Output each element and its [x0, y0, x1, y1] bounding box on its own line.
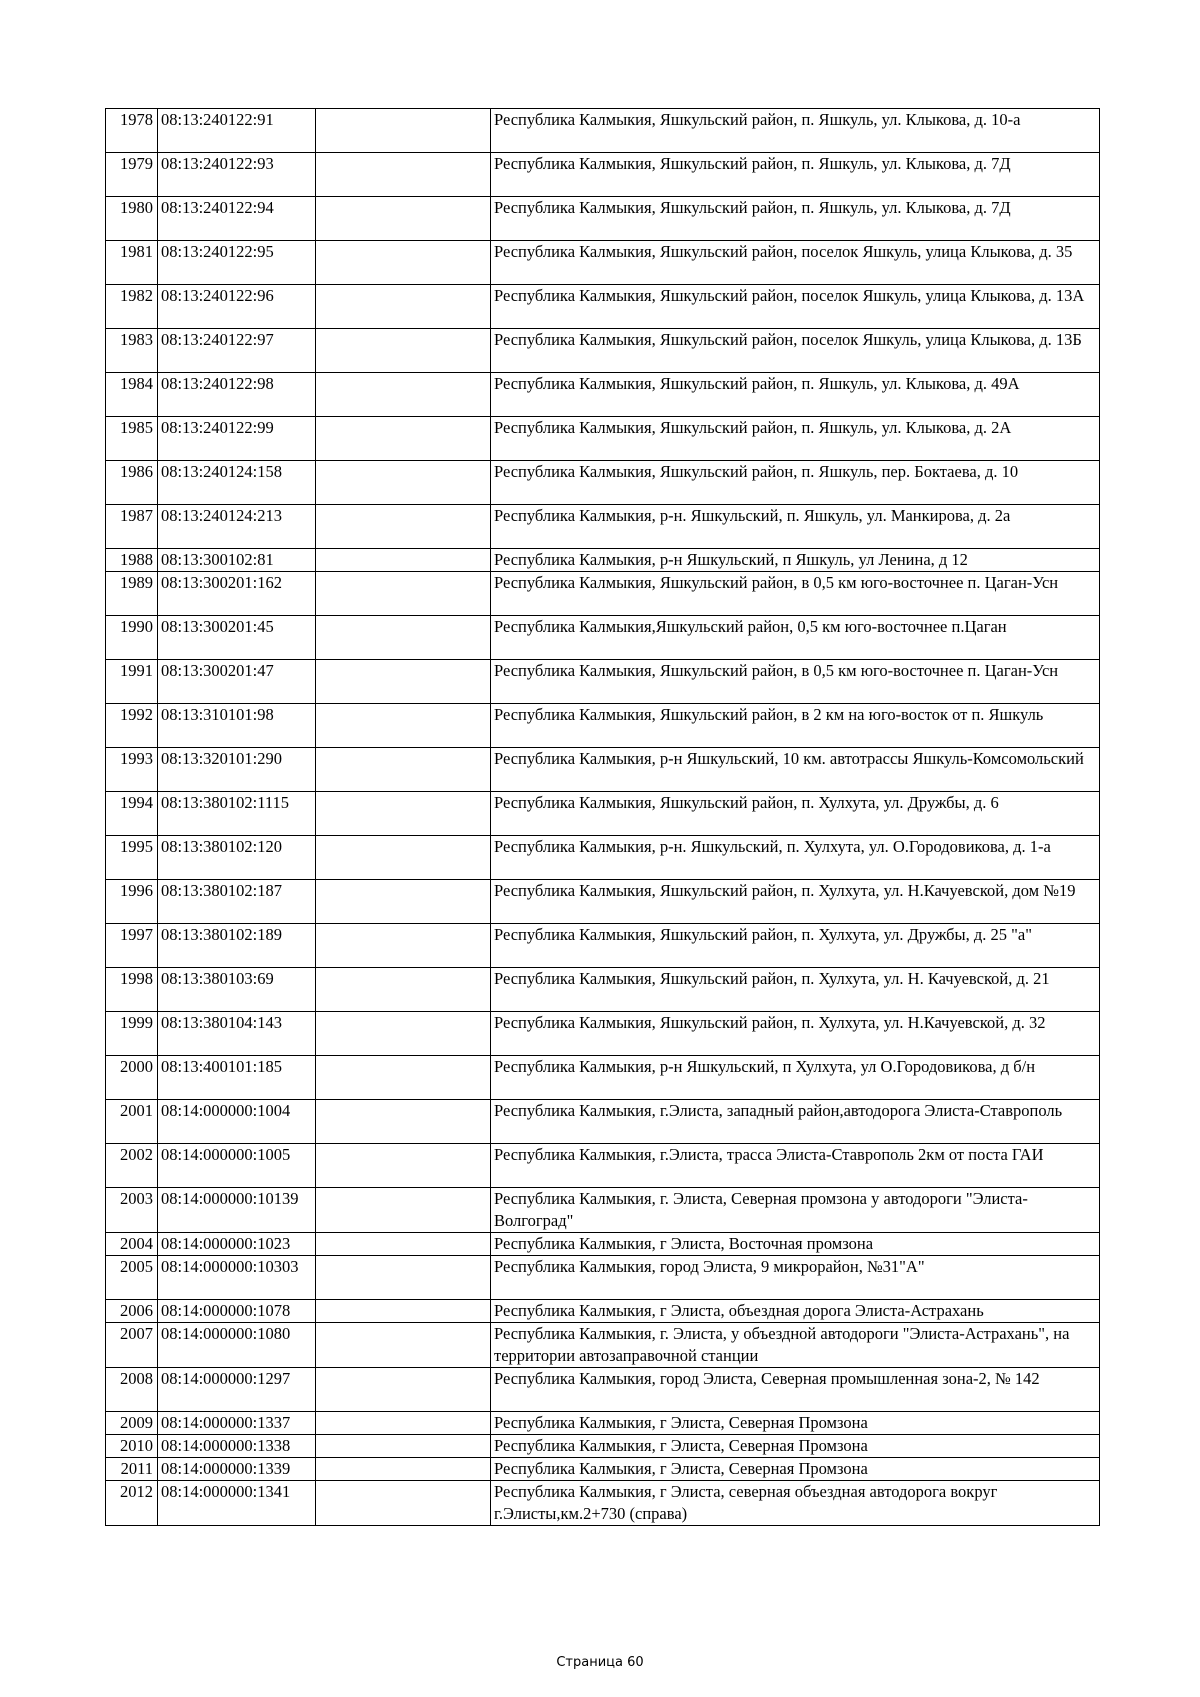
cadastral-number-cell: 08:13:240124:213	[158, 505, 316, 549]
empty-cell	[316, 748, 491, 792]
cadastral-number-cell: 08:14:000000:1004	[158, 1100, 316, 1144]
empty-cell	[316, 1233, 491, 1256]
cadastral-number-cell: 08:14:000000:1080	[158, 1323, 316, 1368]
cadastral-number-cell: 08:13:240124:158	[158, 461, 316, 505]
table-row	[106, 197, 1100, 241]
row-number-cell: 1980	[106, 197, 158, 241]
address-cell: Республика Калмыкия, Яшкульский район, поселок Яшкуль, улица Клыкова, д. 35	[491, 241, 1100, 285]
address-cell: Республика Калмыкия, г.Элиста, западный район,автодорога Элиста-Ставрополь	[491, 1100, 1100, 1144]
table-row	[106, 1300, 1100, 1323]
address-cell: Республика Калмыкия, р-н Яшкульский, п Хулхута, ул О.Городовикова, д б/н	[491, 1056, 1100, 1100]
table-row	[106, 704, 1100, 748]
row-number-cell: 1985	[106, 417, 158, 461]
cadastral-number-cell: 08:14:000000:10139	[158, 1188, 316, 1233]
address-cell: Республика Калмыкия, Яшкульский район, поселок Яшкуль, улица Клыкова, д. 13А	[491, 285, 1100, 329]
row-number-cell: 1990	[106, 616, 158, 660]
table-row	[106, 1368, 1100, 1412]
row-number-cell: 2006	[106, 1300, 158, 1323]
cadastral-number-cell: 08:14:000000:1297	[158, 1368, 316, 1412]
table-row	[106, 549, 1100, 572]
table-row	[106, 373, 1100, 417]
address-cell: Республика Калмыкия, Яшкульский район, п. Яшкуль, ул. Клыкова, д. 10-а	[491, 109, 1100, 153]
row-number-cell: 2009	[106, 1412, 158, 1435]
table-row	[106, 1458, 1100, 1481]
address-cell: Республика Калмыкия, Яшкульский район, п. Хулхута, ул. Дружбы, д. 25 "а"	[491, 924, 1100, 968]
address-cell: Республика Калмыкия, Яшкульский район, в 0,5 км юго-восточнее п. Цаган-Усн	[491, 572, 1100, 616]
address-cell: Республика Калмыкия, г. Элиста, у объездной автодороги "Элиста-Астрахань", на территории автозаправочной станции	[491, 1323, 1100, 1368]
address-cell: Республика Калмыкия, Яшкульский район, п. Хулхута, ул. Н.Качуевской, дом №19	[491, 880, 1100, 924]
empty-cell	[316, 1100, 491, 1144]
address-cell: Республика Калмыкия, Яшкульский район, п. Яшкуль, ул. Клыкова, д. 7Д	[491, 153, 1100, 197]
table-row	[106, 417, 1100, 461]
address-cell: Республика Калмыкия, Яшкульский район, п. Яшкуль, пер. Боктаева, д. 10	[491, 461, 1100, 505]
row-number-cell: 1987	[106, 505, 158, 549]
table-row	[106, 792, 1100, 836]
table-row	[106, 153, 1100, 197]
table-row	[106, 241, 1100, 285]
table-row	[106, 109, 1100, 153]
address-cell: Республика Калмыкия, Яшкульский район, в 2 км на юго-восток от п. Яшкуль	[491, 704, 1100, 748]
cadastral-number-cell: 08:13:240122:93	[158, 153, 316, 197]
empty-cell	[316, 1144, 491, 1188]
table-row	[106, 1188, 1100, 1233]
address-cell: Республика Калмыкия, р-н Яшкульский, п Яшкуль, ул Ленина, д 12	[491, 549, 1100, 572]
cadastral-number-cell: 08:13:380102:187	[158, 880, 316, 924]
address-cell: Республика Калмыкия, Яшкульский район, п. Яшкуль, ул. Клыкова, д. 2А	[491, 417, 1100, 461]
cadastral-number-cell: 08:13:380104:143	[158, 1012, 316, 1056]
row-number-cell: 2008	[106, 1368, 158, 1412]
address-cell: Республика Калмыкия, Яшкульский район, поселок Яшкуль, улица Клыкова, д. 13Б	[491, 329, 1100, 373]
table-row	[106, 748, 1100, 792]
address-cell: Республика Калмыкия, г Элиста, объездная дорога Элиста-Астрахань	[491, 1300, 1100, 1323]
row-number-cell: 1986	[106, 461, 158, 505]
empty-cell	[316, 461, 491, 505]
address-cell: Республика Калмыкия, г Элиста, Северная Промзона	[491, 1435, 1100, 1458]
cadastral-number-cell: 08:13:240122:95	[158, 241, 316, 285]
address-cell: Республика Калмыкия,Яшкульский район, 0,5 км юго-восточнее п.Цаган	[491, 616, 1100, 660]
table-row	[106, 572, 1100, 616]
table-row	[106, 1100, 1100, 1144]
empty-cell	[316, 197, 491, 241]
table-row	[106, 968, 1100, 1012]
empty-cell	[316, 1412, 491, 1435]
row-number-cell: 2001	[106, 1100, 158, 1144]
table-row	[106, 461, 1100, 505]
table-row	[106, 505, 1100, 549]
cadastral-number-cell: 08:13:300201:162	[158, 572, 316, 616]
row-number-cell: 1979	[106, 153, 158, 197]
row-number-cell: 1998	[106, 968, 158, 1012]
address-cell: Республика Калмыкия, г Элиста, Восточная промзона	[491, 1233, 1100, 1256]
cadastral-number-cell: 08:13:380102:189	[158, 924, 316, 968]
row-number-cell: 1991	[106, 660, 158, 704]
table-row	[106, 1056, 1100, 1100]
row-number-cell: 2011	[106, 1458, 158, 1481]
empty-cell	[316, 417, 491, 461]
cadastral-number-cell: 08:13:400101:185	[158, 1056, 316, 1100]
table-row	[106, 1233, 1100, 1256]
table-row	[106, 329, 1100, 373]
cadastral-number-cell: 08:13:240122:99	[158, 417, 316, 461]
table-row	[106, 1256, 1100, 1300]
empty-cell	[316, 1458, 491, 1481]
table-row	[106, 1481, 1100, 1526]
empty-cell	[316, 1481, 491, 1526]
cadastral-number-cell: 08:14:000000:1339	[158, 1458, 316, 1481]
empty-cell	[316, 505, 491, 549]
row-number-cell: 1981	[106, 241, 158, 285]
address-cell: Республика Калмыкия, Яшкульский район, п. Яшкуль, ул. Клыкова, д. 49А	[491, 373, 1100, 417]
empty-cell	[316, 153, 491, 197]
address-cell: Республика Калмыкия, город Элиста, Северная промышленная зона-2, № 142	[491, 1368, 1100, 1412]
table-row	[106, 1323, 1100, 1368]
table-row	[106, 616, 1100, 660]
empty-cell	[316, 836, 491, 880]
address-cell: Республика Калмыкия, г Элиста, северная объездная автодорога вокруг г.Элисты,км.2+730 (справа)	[491, 1481, 1100, 1526]
row-number-cell: 1994	[106, 792, 158, 836]
address-cell: Республика Калмыкия, Яшкульский район, п. Хулхута, ул. Дружбы, д. 6	[491, 792, 1100, 836]
row-number-cell: 1983	[106, 329, 158, 373]
empty-cell	[316, 924, 491, 968]
row-number-cell: 1988	[106, 549, 158, 572]
page-number: Страница 60	[556, 1655, 644, 1670]
empty-cell	[316, 329, 491, 373]
row-number-cell: 2003	[106, 1188, 158, 1233]
address-cell: Республика Калмыкия, город Элиста, 9 микрорайон, №31"А"	[491, 1256, 1100, 1300]
cadastral-number-cell: 08:13:240122:96	[158, 285, 316, 329]
row-number-cell: 1982	[106, 285, 158, 329]
empty-cell	[316, 704, 491, 748]
empty-cell	[316, 660, 491, 704]
empty-cell	[316, 549, 491, 572]
empty-cell	[316, 1188, 491, 1233]
empty-cell	[316, 1368, 491, 1412]
table-row	[106, 1412, 1100, 1435]
address-cell: Республика Калмыкия, р-н. Яшкульский, п. Хулхута, ул. О.Городовикова, д. 1-а	[491, 836, 1100, 880]
address-cell: Республика Калмыкия, Яшкульский район, п. Хулхута, ул. Н.Качуевской, д. 32	[491, 1012, 1100, 1056]
address-cell: Республика Калмыкия, г Элиста, Северная Промзона	[491, 1458, 1100, 1481]
row-number-cell: 1984	[106, 373, 158, 417]
cadastral-number-cell: 08:14:000000:1341	[158, 1481, 316, 1526]
address-cell: Республика Калмыкия, Яшкульский район, в 0,5 км юго-восточнее п. Цаган-Усн	[491, 660, 1100, 704]
row-number-cell: 1995	[106, 836, 158, 880]
row-number-cell: 2010	[106, 1435, 158, 1458]
cadastral-number-cell: 08:13:300201:45	[158, 616, 316, 660]
row-number-cell: 2000	[106, 1056, 158, 1100]
row-number-cell: 2005	[106, 1256, 158, 1300]
address-cell: Республика Калмыкия, г. Элиста, Северная промзона у автодороги "Элиста-Волгоград"	[491, 1188, 1100, 1233]
table-row	[106, 836, 1100, 880]
empty-cell	[316, 373, 491, 417]
empty-cell	[316, 616, 491, 660]
empty-cell	[316, 1435, 491, 1458]
cadastral-number-cell: 08:13:300201:47	[158, 660, 316, 704]
row-number-cell: 2012	[106, 1481, 158, 1526]
empty-cell	[316, 880, 491, 924]
empty-cell	[316, 285, 491, 329]
cadastral-number-cell: 08:14:000000:1078	[158, 1300, 316, 1323]
empty-cell	[316, 1012, 491, 1056]
row-number-cell: 1997	[106, 924, 158, 968]
table-row	[106, 660, 1100, 704]
table-row	[106, 1435, 1100, 1458]
address-cell: Республика Калмыкия, р-н. Яшкульский, п. Яшкуль, ул. Манкирова, д. 2а	[491, 505, 1100, 549]
address-cell: Республика Калмыкия, г Элиста, Северная Промзона	[491, 1412, 1100, 1435]
empty-cell	[316, 1323, 491, 1368]
table-row	[106, 285, 1100, 329]
table-row	[106, 924, 1100, 968]
cadastral-number-cell: 08:13:380102:120	[158, 836, 316, 880]
cadastral-number-cell: 08:14:000000:1023	[158, 1233, 316, 1256]
row-number-cell: 1992	[106, 704, 158, 748]
cadastral-number-cell: 08:13:310101:98	[158, 704, 316, 748]
cadastral-number-cell: 08:14:000000:1337	[158, 1412, 316, 1435]
cadastral-number-cell: 08:13:380102:1115	[158, 792, 316, 836]
row-number-cell: 1999	[106, 1012, 158, 1056]
table-row	[106, 1012, 1100, 1056]
cadastral-number-cell: 08:13:320101:290	[158, 748, 316, 792]
row-number-cell: 2002	[106, 1144, 158, 1188]
empty-cell	[316, 968, 491, 1012]
table-row	[106, 880, 1100, 924]
empty-cell	[316, 1056, 491, 1100]
cadastral-number-cell: 08:14:000000:10303	[158, 1256, 316, 1300]
row-number-cell: 2004	[106, 1233, 158, 1256]
empty-cell	[316, 1256, 491, 1300]
register-table	[105, 108, 1100, 1526]
empty-cell	[316, 572, 491, 616]
row-number-cell: 1996	[106, 880, 158, 924]
address-cell: Республика Калмыкия, Яшкульский район, п. Яшкуль, ул. Клыкова, д. 7Д	[491, 197, 1100, 241]
address-cell: Республика Калмыкия, Яшкульский район, п. Хулхута, ул. Н. Качуевской, д. 21	[491, 968, 1100, 1012]
cadastral-number-cell: 08:13:240122:97	[158, 329, 316, 373]
table-row	[106, 1144, 1100, 1188]
address-cell: Республика Калмыкия, р-н Яшкульский, 10 км. автотрассы Яшкуль-Комсомольский	[491, 748, 1100, 792]
cadastral-number-cell: 08:13:380103:69	[158, 968, 316, 1012]
row-number-cell: 1978	[106, 109, 158, 153]
cadastral-number-cell: 08:13:300102:81	[158, 549, 316, 572]
empty-cell	[316, 241, 491, 285]
register-table-body	[106, 109, 1100, 1526]
cadastral-number-cell: 08:14:000000:1005	[158, 1144, 316, 1188]
empty-cell	[316, 1300, 491, 1323]
row-number-cell: 1993	[106, 748, 158, 792]
empty-cell	[316, 792, 491, 836]
row-number-cell: 1989	[106, 572, 158, 616]
cadastral-number-cell: 08:13:240122:94	[158, 197, 316, 241]
cadastral-number-cell: 08:14:000000:1338	[158, 1435, 316, 1458]
row-number-cell: 2007	[106, 1323, 158, 1368]
empty-cell	[316, 109, 491, 153]
address-cell: Республика Калмыкия, г.Элиста, трасса Элиста-Ставрополь 2км от поста ГАИ	[491, 1144, 1100, 1188]
cadastral-number-cell: 08:13:240122:98	[158, 373, 316, 417]
cadastral-number-cell: 08:13:240122:91	[158, 109, 316, 153]
